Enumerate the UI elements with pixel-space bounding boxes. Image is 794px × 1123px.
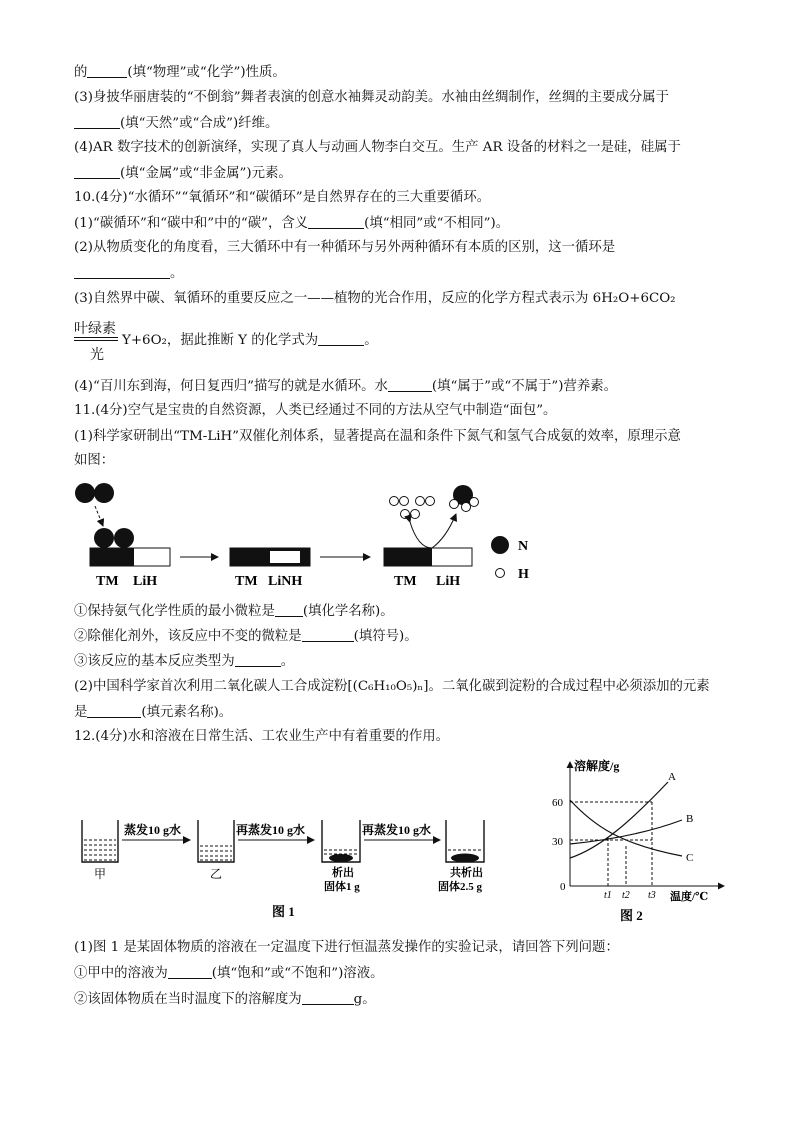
text-line: (填“天然”或“合成”)纤维。 — [74, 115, 278, 132]
n-atom — [94, 528, 114, 548]
text-line: (2)从物质变化的角度看，三大循环中有一种循环与另外两种循环有本质的区别，这一循环是 — [74, 240, 616, 255]
text-line: Y+6O₂，据此推断 Y 的化学式为 。 — [122, 333, 378, 348]
precipitate-note: 固体2.5 g — [438, 881, 482, 893]
catalyst-label: TM — [235, 574, 258, 588]
h-atom — [411, 510, 420, 519]
equation-condition-bottom: 光 — [90, 347, 104, 363]
h-atom — [401, 510, 410, 519]
precipitate-note: 共析出 — [450, 867, 483, 879]
step-label: 再蒸发10 g水 — [362, 823, 432, 837]
answer-blank[interactable] — [74, 265, 170, 279]
answer-blank[interactable] — [74, 165, 120, 179]
catalyst-label: LiH — [133, 574, 158, 588]
x-axis-label: 温度/℃ — [670, 891, 709, 903]
figure-2-solubility-chart — [540, 752, 730, 924]
h-atom — [470, 498, 479, 507]
answer-blank[interactable] — [87, 64, 127, 78]
figure-caption: 图 2 — [620, 908, 643, 923]
answer-blank[interactable] — [87, 704, 141, 718]
text-line: (1)科学家研制出“TM-LiH”双催化剂体系，显著提高在温和条件下氮气和氢气合成氨的效率，原理示意 — [74, 429, 681, 444]
n-atom — [75, 483, 95, 503]
x-tick-label: t3 — [648, 890, 656, 901]
catalyst-label: LiH — [436, 574, 461, 588]
h-atom — [400, 497, 409, 506]
answer-blank[interactable] — [388, 378, 432, 392]
curve-label: A — [668, 771, 676, 783]
text-line: ②除催化剂外，该反应中不变的微粒是 (填符号)。 — [74, 629, 418, 644]
equation-condition-top: 叶绿素 — [74, 321, 116, 337]
legend-label: H — [518, 567, 529, 582]
text-line: (3)自然界中碳、氧循环的重要反应之一——植物的光合作用，反应的化学方程式表示为 6H₂O+6CO₂ — [74, 291, 676, 306]
x-tick-label: t2 — [622, 890, 630, 901]
answer-blank[interactable] — [235, 653, 281, 667]
answer-blank[interactable] — [302, 628, 354, 642]
text-line: (4)“百川东到海，何日复西归”描写的就是水循环。水 (填“属于”或“不属于”)营养素。 — [74, 379, 618, 394]
text-line: 。 — [74, 265, 183, 282]
text-line: (1)图 1 是某固体物质的溶液在一定温度下进行恒温蒸发操作的实验记录，请回答下列问题： — [74, 940, 619, 955]
question-10-title: 10.(4分)“水循环”“氧循环”和“碳循环”是自然界存在的三大重要循环。 — [74, 190, 491, 205]
text-line: 是 (填元素名称)。 — [74, 705, 233, 720]
answer-blank[interactable] — [308, 215, 364, 229]
beaker-label: 乙 — [210, 867, 223, 881]
text-line: (1)“碳循环”和“碳中和”中的“碳”，含义 (填“相同”或“不相同”)。 — [74, 216, 510, 231]
x-tick-label: t1 — [604, 890, 612, 901]
text-line: ②该固体物质在当时温度下的溶解度为 g。 — [74, 992, 376, 1007]
h-atom — [462, 503, 471, 512]
h-atom — [416, 497, 425, 506]
curve-a — [570, 782, 668, 858]
question-12-title: 12.(4分)水和溶液在日常生活、工农业生产中有着重要的作用。 — [74, 729, 450, 744]
h-atom — [450, 500, 459, 509]
question-11-title: 11.(4分)空气是宝贵的自然资源，人类已经通过不同的方法从空气中制造“面包”。 — [74, 403, 557, 418]
text-line: ③该反应的基本反应类型为 。 — [74, 654, 295, 669]
precipitate-note: 析出 — [332, 867, 354, 879]
y-tick-label: 60 — [552, 797, 563, 809]
text-line: (2)中国科学家首次利用二氧化碳人工合成淀粉[(C₆H₁₀O₅)ₙ]。二氧化碳到淀粉的合成过程中必须添加的元素 — [74, 679, 710, 694]
step-label: 蒸发10 g水 — [124, 823, 182, 837]
equation-arrow — [74, 337, 118, 341]
n-atom — [94, 483, 114, 503]
answer-blank[interactable] — [318, 332, 364, 346]
n-atom — [114, 528, 134, 548]
h-atom — [426, 497, 435, 506]
text-line: (4)AR 数字技术的创新演绎，实现了真人与动画人物李白交互。生产 AR 设备的材料之一是硅，硅属于 — [74, 140, 681, 155]
step-label: 再蒸发10 g水 — [236, 823, 306, 837]
catalyst-label: TM — [96, 574, 119, 588]
answer-blank[interactable] — [275, 603, 303, 617]
text-line: 的 (填“物理”或“化学”)性质。 — [74, 65, 286, 80]
answer-blank[interactable] — [74, 115, 120, 129]
precipitate-note: 固体1 g — [324, 881, 360, 893]
curve-label: B — [686, 813, 694, 825]
figure-caption: 图 1 — [272, 904, 295, 919]
curve-label: C — [686, 852, 694, 864]
y-axis-label: 溶解度/g — [574, 759, 620, 773]
text-line: ①甲中的溶液为 (填“饱和”或“不饱和”)溶液。 — [74, 966, 384, 981]
text-line: (3)身披华丽唐装的“不倒翁”舞者表演的创意水袖舞灵动韵美。水袖由丝绸制作，丝绸的主要成分属于 — [74, 90, 670, 105]
h-atom — [390, 497, 399, 506]
catalyst-label: TM — [394, 574, 417, 588]
legend-n-icon — [491, 536, 509, 554]
answer-blank[interactable] — [302, 991, 354, 1005]
figure-1-evaporation — [70, 750, 510, 930]
origin-label: 0 — [560, 881, 566, 893]
catalyst-label: LiNH — [268, 574, 303, 588]
answer-blank[interactable] — [168, 965, 212, 979]
text-line: ①保持氨气化学性质的最小微粒是 (填化学名称)。 — [74, 604, 394, 619]
text-line: 如图： — [74, 453, 115, 468]
y-tick-label: 30 — [552, 836, 563, 848]
text-line: (填“金属”或“非金属”)元素。 — [74, 165, 292, 182]
legend-label: N — [518, 539, 529, 554]
beaker-label: 甲 — [94, 867, 107, 881]
legend-h-icon — [496, 569, 505, 578]
catalyst-mechanism-diagram — [0, 478, 794, 588]
